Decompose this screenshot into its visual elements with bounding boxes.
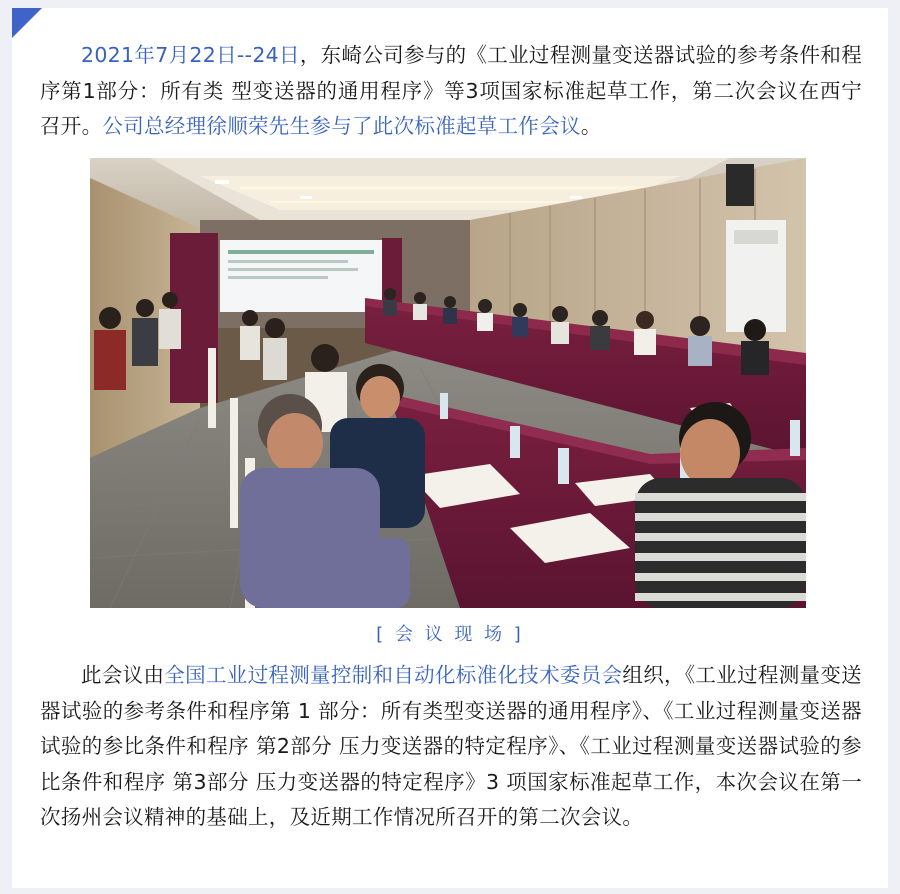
body-text: 组织，《工业过程测量变送器试验的参考条件和程序第 1 部分：所有类型变送器的通用程序》、《工业过程测量变送器试验的参比条件和程序 第2部分 压力变送器的特定程序》、《工业过程测量变送器试验的参比条件和程序 第3部分 压力变送器的特定程序》3 项国家标准起草工作，本次会议在第一次扬州会议精神的基础上，及近期工作情况所召开的第二次会议。 [40, 663, 862, 829]
intro-text: ，东崎公司参与的《工业过程测量变送器试验的参考条件和程序第1部分：所有类 型变送器的通用程序》等3项国家标准起草工作，第二次会议在西宁召开。 [40, 43, 862, 138]
intro-end: 。 [580, 114, 602, 138]
body-paragraph [40, 658, 862, 836]
body-lead: 此会议由 [81, 663, 165, 687]
manager-highlight: 公司总经理徐顺荣先生参与了此次标准起草工作会议 [102, 114, 581, 138]
committee-highlight: 全国工业过程测量控制和自动化标准化技术委员会 [164, 663, 623, 687]
intro-paragraph [40, 38, 862, 145]
photo-caption: [ 会 议 现 场 ] [376, 624, 524, 645]
corner-triangle-icon [12, 8, 42, 38]
meeting-photo [90, 158, 806, 608]
meeting-date: 2021年7月22日--24日 [81, 43, 300, 67]
